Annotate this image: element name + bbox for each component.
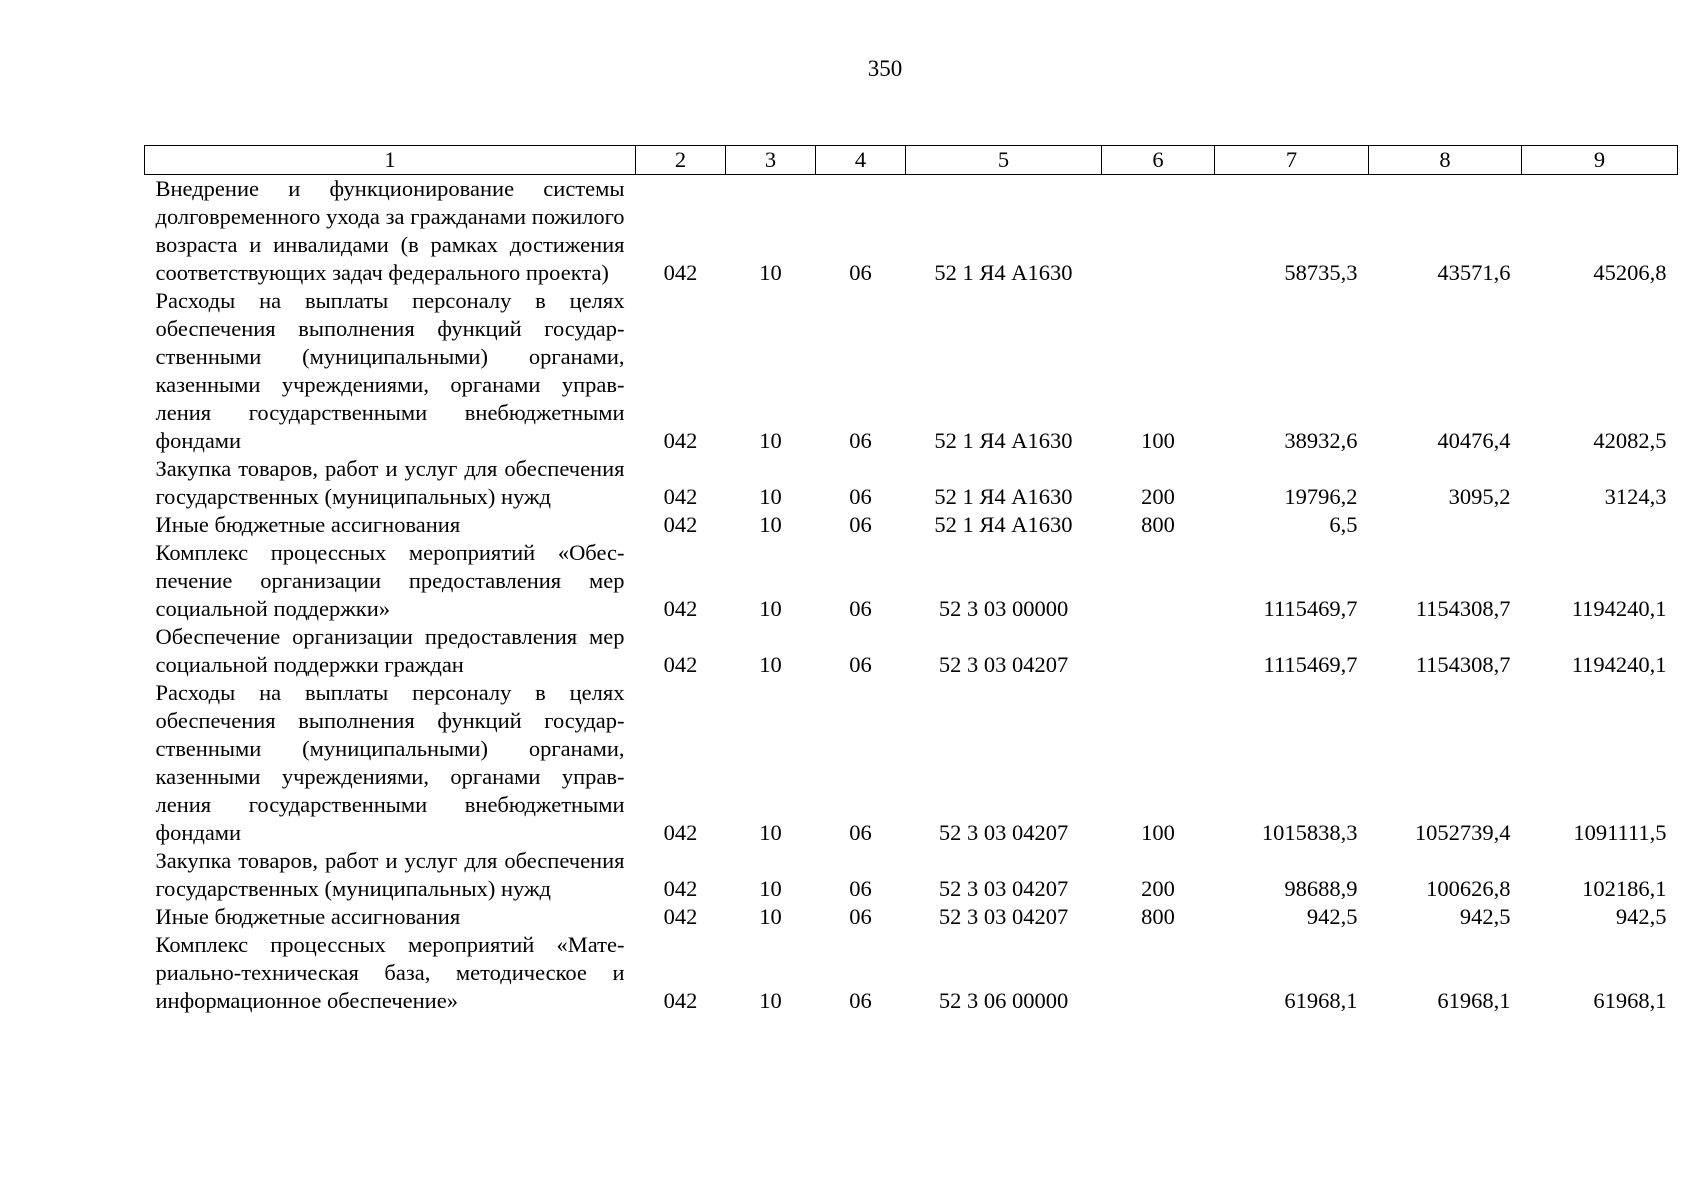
cell-amount-7: 1015838,3 bbox=[1261, 820, 1358, 845]
cell-subsection: 06 bbox=[849, 428, 872, 453]
cell-amount-8: 1154308,7 bbox=[1415, 596, 1511, 621]
cell-amount-8: 40476,4 bbox=[1437, 428, 1511, 453]
page-number: 350 bbox=[867, 56, 903, 81]
column-header: 1 bbox=[145, 146, 636, 175]
table-row bbox=[145, 511, 1678, 539]
column-header: 9 bbox=[1522, 146, 1678, 175]
cell-amount-9 bbox=[1522, 511, 1678, 539]
row-name: Внедрение и функционирование системы долговременного ухода за гражданами пожилого возраста и инвалидами (в рамках достижения соответствующих задач федерального проекта) bbox=[155, 176, 625, 285]
cell-amount-7: 98688,9 bbox=[1284, 876, 1358, 901]
cell-amount-9: 61968,1 bbox=[1593, 988, 1667, 1013]
cell-subsection: 06 bbox=[849, 988, 872, 1013]
cell-ministry: 042 bbox=[663, 428, 698, 453]
row-name: Расходы на выплаты персоналу в целях обеспечения выполнения функций государственными (муниципальными) органами, казенными учреждениями, органами управления государственными внебюджетными фондами bbox=[155, 288, 625, 453]
table-body bbox=[145, 175, 1678, 1016]
row-name: Иные бюджетные ассигнования bbox=[155, 512, 461, 537]
cell-subsection: 06 bbox=[849, 512, 872, 537]
cell-expense-type bbox=[1102, 931, 1215, 1015]
column-header: 8 bbox=[1369, 146, 1522, 175]
column-header: 5 bbox=[906, 146, 1102, 175]
header-row bbox=[145, 146, 1678, 175]
cell-section: 10 bbox=[759, 904, 782, 929]
table-row bbox=[145, 623, 1678, 679]
cell-amount-9: 1091111,5 bbox=[1573, 820, 1667, 845]
cell-target-article: 52 1 Я4 А1630 bbox=[934, 260, 1073, 285]
column-header: 6 bbox=[1102, 146, 1215, 175]
column-header: 7 bbox=[1215, 146, 1369, 175]
cell-subsection: 06 bbox=[849, 260, 872, 285]
cell-target-article: 52 3 03 00000 bbox=[938, 596, 1069, 621]
cell-section: 10 bbox=[759, 484, 782, 509]
cell-amount-9: 3124,3 bbox=[1604, 484, 1667, 509]
table-row bbox=[145, 679, 1678, 847]
cell-ministry: 042 bbox=[663, 904, 698, 929]
cell-ministry: 042 bbox=[663, 484, 698, 509]
cell-target-article: 52 3 06 00000 bbox=[938, 988, 1069, 1013]
cell-target-article: 52 3 03 04207 bbox=[938, 904, 1069, 929]
cell-amount-9: 1194240,1 bbox=[1571, 652, 1667, 677]
table-row bbox=[145, 455, 1678, 511]
cell-expense-type bbox=[1102, 175, 1215, 288]
cell-amount-9: 942,5 bbox=[1615, 904, 1667, 929]
cell-expense-type: 200 bbox=[1141, 876, 1175, 901]
table-row bbox=[145, 539, 1678, 623]
table-row bbox=[145, 175, 1678, 288]
row-name: Комплекс процессных мероприятий «Материально-техническая база, методическое и информационное обеспечение» bbox=[155, 932, 625, 1013]
column-header: 4 bbox=[816, 146, 906, 175]
cell-subsection: 06 bbox=[849, 904, 872, 929]
cell-amount-9: 45206,8 bbox=[1593, 260, 1667, 285]
table-row bbox=[145, 931, 1678, 1015]
cell-expense-type bbox=[1102, 623, 1215, 679]
cell-subsection: 06 bbox=[849, 652, 872, 677]
cell-expense-type: 100 bbox=[1141, 428, 1175, 453]
cell-amount-7: 38932,6 bbox=[1284, 428, 1358, 453]
cell-section: 10 bbox=[759, 596, 782, 621]
cell-section: 10 bbox=[759, 820, 782, 845]
row-name: Комплекс процессных мероприятий «Обеспечение организации предоставления мер социальной поддержки» bbox=[155, 540, 625, 621]
cell-target-article: 52 1 Я4 А1630 bbox=[934, 512, 1073, 537]
cell-amount-7: 942,5 bbox=[1306, 904, 1358, 929]
table-row bbox=[145, 287, 1678, 455]
cell-ministry: 042 bbox=[663, 652, 698, 677]
cell-amount-7: 58735,3 bbox=[1284, 260, 1358, 285]
cell-amount-7: 6,5 bbox=[1329, 512, 1358, 537]
cell-ministry: 042 bbox=[663, 876, 698, 901]
cell-ministry: 042 bbox=[663, 260, 698, 285]
cell-section: 10 bbox=[759, 652, 782, 677]
column-header: 2 bbox=[636, 146, 726, 175]
cell-amount-7: 19796,2 bbox=[1284, 484, 1358, 509]
cell-amount-8: 100626,8 bbox=[1426, 876, 1511, 901]
budget-table bbox=[144, 145, 1678, 1015]
cell-ministry: 042 bbox=[663, 820, 698, 845]
cell-amount-7: 1115469,7 bbox=[1263, 596, 1358, 621]
table-row bbox=[145, 903, 1678, 931]
cell-expense-type: 800 bbox=[1141, 904, 1175, 929]
cell-target-article: 52 1 Я4 А1630 bbox=[934, 428, 1073, 453]
cell-subsection: 06 bbox=[849, 876, 872, 901]
cell-amount-7: 1115469,7 bbox=[1263, 652, 1358, 677]
cell-amount-9: 1194240,1 bbox=[1571, 596, 1667, 621]
cell-target-article: 52 3 03 04207 bbox=[938, 652, 1069, 677]
cell-expense-type: 800 bbox=[1141, 512, 1175, 537]
cell-ministry: 042 bbox=[663, 596, 698, 621]
cell-target-article: 52 3 03 04207 bbox=[938, 820, 1069, 845]
cell-section: 10 bbox=[759, 428, 782, 453]
row-name: Обеспечение организации предоставления мер социальной поддержки граждан bbox=[155, 624, 625, 677]
cell-amount-7: 61968,1 bbox=[1284, 988, 1358, 1013]
cell-section: 10 bbox=[759, 260, 782, 285]
cell-amount-8: 43571,6 bbox=[1437, 260, 1511, 285]
cell-target-article: 52 1 Я4 А1630 bbox=[934, 484, 1073, 509]
cell-amount-9: 102186,1 bbox=[1582, 876, 1667, 901]
row-name: Иные бюджетные ассигнования bbox=[155, 904, 461, 929]
row-name: Расходы на выплаты персоналу в целях обеспечения выполнения функций государственными (муниципальными) органами, казенными учреждениями, органами управления государственными внебюджетными фондами bbox=[155, 680, 625, 845]
cell-expense-type bbox=[1102, 539, 1215, 623]
cell-section: 10 bbox=[759, 988, 782, 1013]
cell-expense-type: 100 bbox=[1141, 820, 1175, 845]
cell-section: 10 bbox=[759, 512, 782, 537]
cell-ministry: 042 bbox=[663, 512, 698, 537]
cell-expense-type: 200 bbox=[1141, 484, 1175, 509]
cell-subsection: 06 bbox=[849, 484, 872, 509]
table-row bbox=[145, 847, 1678, 903]
row-name: Закупка товаров, работ и услуг для обеспечения государственных (муниципальных) нужд bbox=[155, 848, 625, 901]
cell-amount-9: 42082,5 bbox=[1593, 428, 1667, 453]
cell-amount-8: 3095,2 bbox=[1448, 484, 1511, 509]
cell-amount-8 bbox=[1369, 511, 1522, 539]
cell-amount-8: 1052739,4 bbox=[1414, 820, 1511, 845]
cell-subsection: 06 bbox=[849, 596, 872, 621]
row-name: Закупка товаров, работ и услуг для обеспечения государственных (муниципальных) нужд bbox=[155, 456, 625, 509]
column-header: 3 bbox=[726, 146, 816, 175]
cell-subsection: 06 bbox=[849, 820, 872, 845]
cell-amount-8: 1154308,7 bbox=[1415, 652, 1511, 677]
cell-target-article: 52 3 03 04207 bbox=[938, 876, 1069, 901]
cell-amount-8: 61968,1 bbox=[1437, 988, 1511, 1013]
cell-amount-8: 942,5 bbox=[1459, 904, 1511, 929]
cell-ministry: 042 bbox=[663, 988, 698, 1013]
cell-section: 10 bbox=[759, 876, 782, 901]
table-header bbox=[145, 146, 1678, 175]
